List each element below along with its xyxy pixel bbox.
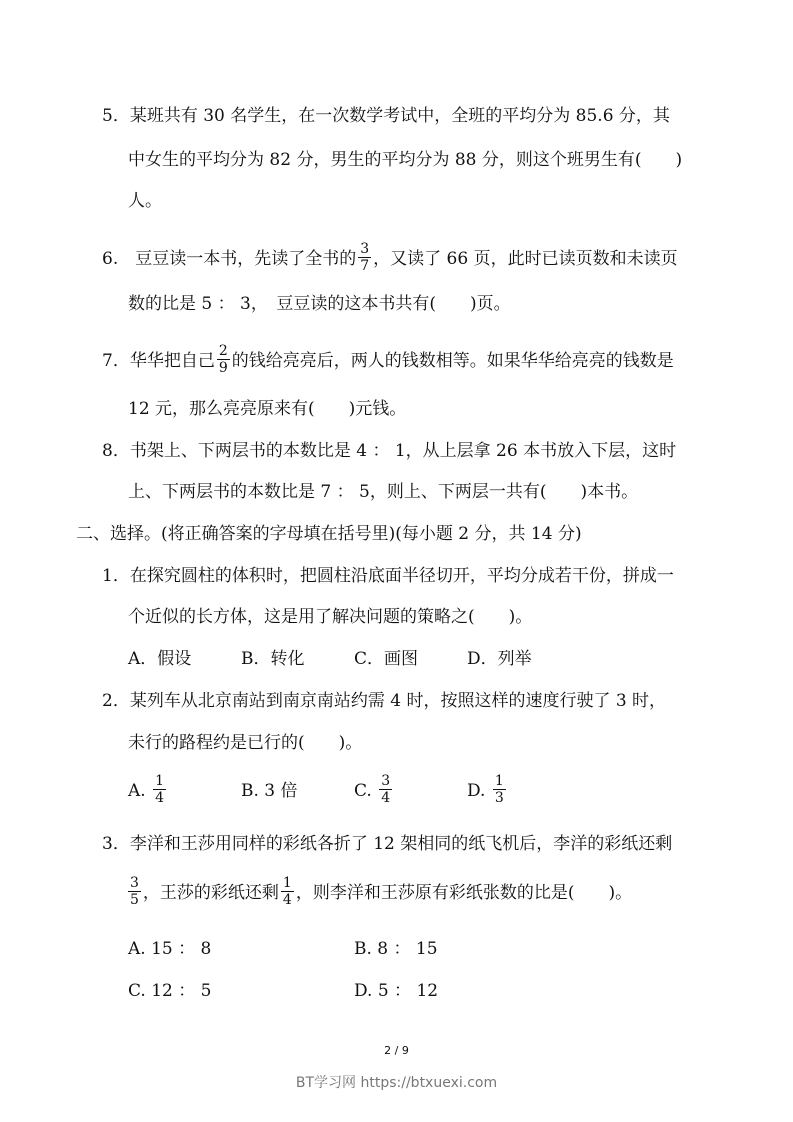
site-footer: BT学习网 https://btxuexi.com: [295, 1075, 498, 1091]
c3-fraction-1-numerator: 3: [130, 875, 139, 891]
q6-line-1: [102, 241, 678, 275]
q7-text-a: 7．华华把自己: [102, 351, 215, 371]
c2-options: [128, 773, 508, 807]
c2-option-d-fraction: [493, 774, 506, 805]
c3-fraction-1-denominator: 5: [130, 892, 139, 908]
c2-option-a-denominator: 4: [155, 790, 165, 806]
c3-fraction-1: [128, 876, 141, 907]
c2-option-d-label: D.: [467, 781, 486, 801]
c2-option-d-numerator: 1: [494, 773, 504, 789]
c1-option-d: D．列举: [467, 649, 532, 669]
q6-text-b: ，又读了 66 页，此时已读页数和未读页: [373, 249, 678, 269]
c1-option-a: A．假设: [128, 649, 192, 669]
c1-option-b: B．转化: [241, 649, 305, 669]
q7-fraction-denominator: 9: [218, 360, 228, 376]
c3-option-b: B. 8 ： 15: [354, 939, 438, 959]
c2-option-a-numerator: 1: [155, 773, 165, 789]
c3-option-c: C. 12 ： 5: [128, 981, 212, 1001]
page-number: 2 / 9: [384, 1044, 409, 1057]
c2-option-c-numerator: 3: [381, 773, 391, 789]
q6-text-a: 6. 豆豆读一本书，先读了全书的: [102, 249, 357, 269]
c3-fraction-2-numerator: 1: [282, 875, 292, 891]
c2-option-c-denominator: 4: [381, 790, 391, 806]
q6-fraction-numerator: 3: [360, 241, 370, 257]
q5-line-2: 中女生的平均分为 82 分，男生的平均分为 88 分，则这个班男生有( ): [128, 150, 683, 170]
c1-line-1: 1．在探究圆柱的体积时，把圆柱沿底面半径切开，平均分成若干份，拼成一: [102, 566, 674, 586]
q7-line-2: 12 元，那么亮亮原来有( )元钱。: [128, 399, 407, 419]
c2-option-d: [467, 773, 508, 807]
q7-line-1: [102, 343, 674, 377]
c2-option-b: B. 3 倍: [241, 781, 298, 801]
q7-text-b: 的钱给亮亮后，两人的钱数相等。如果华华给亮亮的钱数是: [231, 351, 674, 371]
c3-fraction-2: [281, 876, 294, 907]
c2-option-a-fraction: [153, 774, 166, 805]
q7-fraction: [217, 344, 230, 375]
c2-line-2: 未行的路程约是已行的( )。: [128, 733, 363, 753]
c2-option-a: [128, 773, 241, 807]
q6-fraction-denominator: 7: [360, 258, 370, 274]
c3-line-2: [128, 875, 633, 909]
q6-fraction: [358, 242, 371, 273]
c3-option-a: A. 15 ： 8: [128, 939, 212, 959]
c2-line-1: 2．某列车从北京南站到南京南站约需 4 时，按照这样的速度行驶了 3 时，: [102, 691, 667, 711]
c3-text-end: ，则李洋和王莎原有彩纸张数的比是( )。: [295, 883, 633, 903]
c3-options-row-1: [128, 941, 438, 958]
q6-line-2: 数的比是 5 ： 3， 豆豆读的这本书共有( )页。: [128, 294, 511, 314]
c2-option-c-fraction: [379, 774, 392, 805]
q8-line-2: 上、下两层书的本数比是 7 ： 5，则上、下两层一共有( )本书。: [128, 482, 639, 502]
c2-option-c-label: C.: [354, 781, 372, 801]
q7-fraction-numerator: 2: [218, 343, 228, 359]
c2-option-a-label: A.: [128, 781, 146, 801]
c2-option-c: [354, 773, 467, 807]
c3-option-d: D. 5 ： 12: [354, 981, 439, 1001]
q5-line-1: 5．某班共有 30 名学生，在一次数学考试中，全班的平均分为 85.6 分，其: [102, 106, 670, 126]
c1-line-2: 个近似的长方体，这是用了解决问题的策略之( )。: [128, 607, 533, 627]
c3-fraction-2-denominator: 4: [282, 892, 292, 908]
c3-text-mid: ，王莎的彩纸还剩: [142, 883, 279, 903]
c1-options: [128, 651, 532, 668]
c1-option-c: C．画图: [354, 649, 419, 669]
q5-line-3: 人。: [128, 191, 162, 211]
c2-option-d-denominator: 3: [494, 790, 504, 806]
c3-options-row-2: [128, 983, 438, 1000]
c3-line-1: 3．李洋和王莎用同样的彩纸各折了 12 架相同的纸飞机后，李洋的彩纸还剩: [102, 834, 673, 854]
section-2-title: 二、选择。(将正确答案的字母填在括号里)(每小题 2 分，共 14 分): [76, 524, 582, 544]
q8-line-1: 8．书架上、下两层书的本数比是 4 ： 1，从上层拿 26 本书放入下层，这时: [102, 441, 677, 461]
